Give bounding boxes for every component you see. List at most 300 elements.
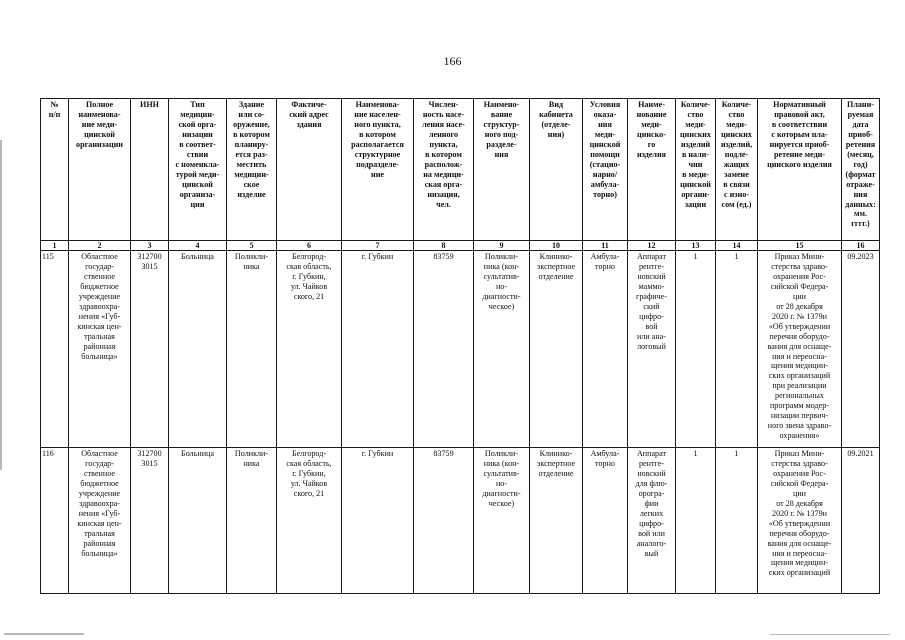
cell-text-line: 1 [693, 449, 698, 458]
cell-text-line: торно) [593, 189, 617, 199]
table-cell [342, 251, 414, 448]
cell-text-line: вания для оснаще- [767, 341, 832, 351]
cell-text-line: ния [853, 189, 868, 199]
table-cell [41, 251, 69, 448]
cell-text-line: пункта, [429, 139, 458, 149]
table-cell [716, 448, 758, 594]
equipment-table [40, 98, 880, 594]
cell-text-line: 1 [693, 252, 698, 261]
cell-text-line: гггг.) [851, 219, 870, 229]
cell-text-line: 116 [42, 449, 54, 458]
cell-text-line: изделия [636, 149, 667, 159]
cell-text-line: в котором [233, 129, 270, 139]
column-header [227, 99, 277, 241]
cell-text-line: 83759 [433, 252, 454, 261]
cell-text-line: ния) [547, 129, 565, 139]
column-number: 8 [414, 241, 474, 251]
table-cell [758, 448, 842, 594]
cell-text-line: в меди- [682, 169, 709, 179]
column-number: 5 [227, 241, 277, 251]
cell-text-line: с изно- [724, 189, 749, 199]
cell-text-line: низации [182, 129, 213, 139]
cell-text-line: Клинико- [539, 252, 573, 261]
cell-text-line: «Об утверждении [768, 321, 831, 331]
scan-edge-mark [4, 633, 84, 635]
cell-text-line: подле- [724, 149, 749, 159]
cell-text-line: цинских [680, 129, 711, 139]
column-header [41, 99, 69, 241]
cell-text-line: Аппарат [636, 252, 667, 261]
cell-text-line: изделий, [720, 139, 753, 149]
cell-text-line: щения медицин- [771, 558, 828, 568]
table-cell [676, 251, 716, 448]
cell-text-line: планиру- [234, 139, 269, 149]
cell-text-line: замене [724, 169, 749, 179]
cell-text-line: или со- [238, 109, 265, 119]
cell-text-line: в котором [359, 129, 396, 139]
cell-text-line: аналого- [636, 538, 667, 548]
cell-text-line: ского, 21 [293, 488, 325, 498]
column-number: 10 [530, 241, 583, 251]
cell-text-line: нируется приоб- [769, 139, 830, 149]
table-cell [583, 448, 628, 594]
cell-text-line: вой [645, 321, 658, 331]
cell-text-line: ние [371, 169, 384, 179]
column-header [169, 99, 227, 241]
cell-text-line: ретение меди- [773, 149, 826, 159]
cell-text-line: г. Губкин, [292, 271, 326, 281]
table-cell [131, 251, 169, 448]
cell-text-line: Белгород- [291, 449, 327, 458]
cell-text-line: Амбула- [590, 449, 620, 458]
cell-text-line: ствии [186, 149, 209, 159]
cell-text-line: правовой акт, [774, 109, 825, 119]
column-number: 15 [758, 241, 842, 251]
cell-text-line: организации [76, 139, 123, 149]
cell-text-line: ления насе- [422, 119, 465, 129]
cell-text-line: здравоохра- [79, 301, 120, 311]
cell-text-line: ство [687, 109, 704, 119]
cell-text-line: фии [644, 498, 659, 508]
cell-text-line: ской орга- [178, 119, 217, 129]
cell-text-line: подразделе- [356, 159, 399, 169]
column-number: 12 [628, 241, 676, 251]
cell-text-line: сийской Федера- [770, 281, 829, 291]
table-cell [676, 448, 716, 594]
cell-text-line: сультатив- [483, 468, 520, 478]
cell-text-line: экспертное [536, 261, 576, 271]
column-header [583, 99, 628, 241]
cell-text-line: сом (ед.) [721, 199, 752, 209]
cell-text-line: органи- [681, 189, 710, 199]
cell-text-line: ский адрес [289, 109, 329, 119]
cell-text-line: или ана- [637, 331, 666, 341]
cell-text-line: ское [243, 179, 260, 189]
cell-text-line: ческое) [488, 301, 515, 311]
cell-text-line: «Об утверждении [768, 518, 831, 528]
cell-text-line: цинской [84, 129, 115, 139]
cell-text-line: 83759 [433, 449, 454, 458]
cell-text-line: дата [852, 119, 869, 129]
cell-text-line: ния и переосна- [772, 351, 827, 361]
table-cell [131, 448, 169, 594]
cell-text-line: разделе- [486, 139, 517, 149]
cell-text-line: рентге- [638, 261, 664, 271]
cell-text-line: зации [684, 199, 707, 209]
cell-text-line: районная [83, 341, 116, 351]
cell-text-line: бюджетное [80, 281, 119, 291]
cell-text-line: больница» [81, 548, 118, 558]
cell-text-line: (месяц, [847, 149, 874, 159]
cell-text-line: больница» [81, 351, 118, 361]
cell-text-line: чии [688, 159, 703, 169]
column-header [758, 99, 842, 241]
cell-text-line: 1 [734, 252, 739, 261]
cell-text-line: ственное [84, 468, 115, 478]
cell-text-line: низации первич- [770, 411, 829, 421]
cell-text-line: ния [494, 149, 509, 159]
table-cell [474, 448, 530, 594]
cell-text-line: охранения Рос- [773, 271, 826, 281]
column-number-row [41, 241, 880, 251]
cell-text-line: меди- [594, 129, 616, 139]
cell-text-line: Здание [238, 100, 265, 109]
cell-text-line: торно [595, 261, 615, 271]
cell-text-line: го [647, 139, 656, 149]
cell-text-line: г. Губкин [361, 252, 394, 261]
cell-text-line: Тип [190, 100, 205, 109]
cell-text-line: районная [83, 538, 116, 548]
column-header [342, 99, 414, 241]
cell-text-line: Приказ Мини- [774, 252, 825, 261]
cell-text-line: нения «Губ- [78, 311, 121, 321]
table-cell [583, 251, 628, 448]
cell-text-line: Поликли- [484, 252, 519, 261]
table-cell [69, 251, 131, 448]
cell-text-line: Поликли- [484, 449, 519, 458]
column-number: 7 [342, 241, 414, 251]
cell-text-line: Амбула- [590, 252, 620, 261]
cell-text-line: при реализации [772, 381, 827, 391]
cell-text-line: 09.2021 [847, 449, 874, 458]
cell-text-line: ется раз- [235, 149, 268, 159]
table-cell [169, 251, 227, 448]
cell-text-line: Наиме- [638, 100, 665, 109]
cell-text-line: Аппарат [636, 449, 667, 458]
cell-text-line: Белгород- [291, 252, 327, 261]
cell-text-line: цифро- [639, 518, 664, 528]
cell-text-line: с номенкла- [175, 159, 220, 169]
cell-text-line: Наимено- [483, 100, 520, 109]
cell-text-line: перечня оборудо- [769, 528, 830, 538]
cell-text-line: 1 [734, 449, 739, 458]
column-header [69, 99, 131, 241]
cell-text-line: сультатив- [483, 271, 520, 281]
cell-text-line: графиче- [636, 291, 667, 301]
cell-text-line: но- [495, 281, 508, 291]
cell-text-line: Плани- [847, 100, 874, 109]
cell-text-line: ния и переосна- [772, 548, 827, 558]
cell-text-line: ника (кон- [483, 458, 520, 468]
table-row [41, 448, 880, 594]
cell-text-line: программ модер- [769, 401, 830, 411]
cell-text-line: изделий [680, 139, 711, 149]
cell-text-line: ул. Чайков [290, 478, 328, 488]
cell-text-line: цинской [680, 179, 711, 189]
column-header [716, 99, 758, 241]
table-cell [628, 251, 676, 448]
cell-text-line: Больница [181, 252, 214, 261]
column-number: 4 [169, 241, 227, 251]
table-cell [227, 251, 277, 448]
cell-text-line: 09.2023 [847, 252, 874, 261]
cell-text-line: в соответ- [179, 139, 216, 149]
cell-text-line: ность насе- [422, 109, 465, 119]
cell-text-line: 3015 [141, 458, 158, 468]
cell-text-line: меди- [685, 119, 706, 129]
table-cell [530, 251, 583, 448]
cell-text-line: кинская цен- [77, 321, 122, 331]
cell-text-line: отделение [538, 271, 574, 281]
column-header [414, 99, 474, 241]
cell-text-line: ния [598, 119, 612, 129]
cell-text-line: п/п [48, 109, 61, 119]
column-header [530, 99, 583, 241]
cell-text-line: ская область, [286, 458, 332, 468]
cell-text-line: меди- [641, 119, 662, 129]
cell-text-line: ретения [845, 139, 876, 149]
cell-text-line: охранения» [779, 431, 820, 441]
cell-text-line: Наименова- [355, 100, 400, 109]
cell-text-line: ного пункта, [354, 119, 401, 129]
cell-text-line: цинской [589, 139, 621, 149]
cell-text-line: руемая [847, 109, 874, 119]
column-header [842, 99, 880, 241]
cell-text-line: ственное [84, 271, 115, 281]
cell-text-line: мм. [853, 209, 868, 219]
cell-text-line: 312700 [137, 252, 162, 261]
cell-text-line: ции [793, 488, 806, 498]
cell-text-line: ции [793, 291, 806, 301]
cell-text-line: г. Губкин, [292, 468, 326, 478]
cell-text-line: располож- [424, 159, 463, 169]
table-row [41, 251, 880, 448]
cell-text-line: рентге- [638, 458, 664, 468]
cell-text-line: ние меди- [81, 119, 118, 129]
cell-text-line: на медици- [423, 169, 464, 179]
cell-text-line: ции [190, 199, 205, 209]
cell-text-line: цинско- [637, 129, 666, 139]
cell-text-line: ская орга- [424, 179, 463, 189]
cell-text-line: отделение [538, 468, 574, 478]
cell-text-line: Областное [81, 449, 118, 458]
table-cell [716, 251, 758, 448]
cell-text-line: ских организаций [768, 568, 831, 578]
column-header [131, 99, 169, 241]
table-cell [41, 448, 69, 594]
table-cell [277, 448, 342, 594]
cell-text-line: ного под- [484, 129, 519, 139]
cell-text-line: Фактиче- [291, 100, 327, 109]
cell-text-line: здравоохра- [79, 498, 120, 508]
cell-text-line: Клинико- [539, 449, 573, 458]
table-cell [842, 251, 880, 448]
table-cell [758, 251, 842, 448]
cell-text-line: Числен- [428, 100, 459, 109]
table-cell [628, 448, 676, 594]
cell-text-line: организа- [179, 189, 216, 199]
cell-text-line: 2020 г. № 1379н [772, 311, 827, 321]
cell-text-line: новский [637, 271, 666, 281]
cell-text-line: диагности- [482, 488, 521, 498]
cell-text-line: легких [639, 508, 664, 518]
column-number: 1 [41, 241, 69, 251]
cell-text-line: 2020 г. № 1379н [772, 508, 827, 518]
cell-text-line: цинских [721, 129, 752, 139]
table-cell [474, 251, 530, 448]
cell-text-line: наименова- [78, 109, 121, 119]
cell-text-line: кинская цен- [77, 518, 122, 528]
cell-text-line: вой или [638, 528, 665, 538]
cell-text-line: цинского изделия [767, 159, 832, 169]
cell-text-line: Количе- [721, 100, 752, 109]
cell-text-line: ская область, [286, 261, 332, 271]
table-cell [169, 448, 227, 594]
cell-text-line: ул. Чайков [290, 281, 328, 291]
cell-text-line: в соответствии [771, 119, 828, 129]
cell-text-line: ника [243, 458, 260, 468]
column-header [628, 99, 676, 241]
cell-text-line: Поликли- [234, 252, 269, 261]
cell-text-line: данных: [845, 199, 876, 209]
cell-text-line: 3015 [141, 261, 158, 271]
cell-text-line: местить [236, 159, 267, 169]
cell-text-line: стерства здраво- [771, 261, 828, 271]
cell-text-line: в котором [425, 149, 462, 159]
column-number: 6 [277, 241, 342, 251]
cell-text-line: (формат [845, 169, 876, 179]
cell-text-line: бюджетное [80, 478, 119, 488]
cell-text-line: перечня оборудо- [769, 331, 830, 341]
cell-text-line: нарно/ [592, 169, 618, 179]
cell-text-line: в нали- [681, 149, 710, 159]
cell-text-line: ческое) [488, 498, 515, 508]
cell-text-line: приоб- [848, 129, 873, 139]
table-cell [842, 448, 880, 594]
cell-text-line: сийской Федера- [770, 478, 829, 488]
cell-text-line: низация, [427, 189, 460, 199]
cell-text-line: щения медицин- [771, 361, 828, 371]
cell-text-line: ника (кон- [483, 261, 520, 271]
cell-text-line: региональных [775, 391, 824, 401]
cell-text-line: ство [728, 109, 745, 119]
cell-text-line: турой меди- [175, 169, 220, 179]
cell-text-line: ИНН [140, 100, 159, 109]
table-header-row [41, 99, 880, 241]
cell-text-line: структур- [483, 119, 520, 129]
cell-text-line: нование [636, 109, 667, 119]
cell-text-line: оружение, [233, 119, 270, 129]
cell-text-line: помощи [590, 149, 620, 159]
cell-text-line: но- [495, 478, 508, 488]
cell-text-line: маммо- [638, 281, 665, 291]
cell-text-line: вание [490, 109, 513, 119]
cell-text-line: государ- [85, 458, 114, 468]
cell-text-line: ного звена здраво- [767, 421, 832, 431]
cell-text-line: для флю- [635, 478, 668, 488]
column-number: 14 [716, 241, 758, 251]
column-number: 3 [131, 241, 169, 251]
table-cell [227, 448, 277, 594]
column-header [676, 99, 716, 241]
cell-text-line: Вид [548, 100, 564, 109]
cell-text-line: диагности- [482, 291, 521, 301]
cell-text-line: охранения Рос- [773, 468, 826, 478]
column-number: 16 [842, 241, 880, 251]
cell-text-line: учреждение [78, 291, 121, 301]
cell-text-line: цифро- [639, 311, 664, 321]
cell-text-line: Условия [589, 100, 621, 109]
column-number: 2 [69, 241, 131, 251]
cell-text-line: Поликли- [234, 449, 269, 458]
cell-text-line: вый [644, 548, 659, 558]
cell-text-line: год) [853, 159, 868, 169]
scan-edge-mark [0, 140, 2, 470]
table-cell [277, 251, 342, 448]
cell-text-line: Приказ Мини- [774, 449, 825, 458]
cell-text-line: цинской [182, 179, 213, 189]
column-number: 13 [676, 241, 716, 251]
cell-text-line: чел. [436, 199, 451, 209]
cell-text-line: (стацио- [589, 159, 621, 169]
cell-text-line: медицин- [180, 109, 215, 119]
cell-text-line: отраже- [846, 179, 875, 189]
cell-text-line: амбула- [590, 179, 620, 189]
cell-text-line: Нормативный [773, 100, 826, 109]
cell-text-line: ленного [428, 129, 459, 139]
table-cell [69, 448, 131, 594]
cell-text-line: государ- [85, 261, 114, 271]
table-cell [414, 448, 474, 594]
cell-text-line: кабинета [539, 109, 573, 119]
cell-text-line: здания [296, 119, 322, 129]
page-number: 166 [443, 54, 462, 68]
cell-text-line: нения «Губ- [78, 508, 121, 518]
cell-text-line: экспертное [536, 458, 576, 468]
column-header [277, 99, 342, 241]
cell-text-line: структурное [354, 149, 401, 159]
cell-text-line: г. Губкин [361, 449, 394, 458]
cell-text-line: в связи [723, 179, 750, 189]
cell-text-line: с которым пла- [771, 129, 828, 139]
cell-text-line: от 28 декабря [776, 498, 823, 508]
cell-text-line: новский [637, 468, 666, 478]
cell-text-line: ских организаций [768, 371, 831, 381]
cell-text-line: от 28 декабря [776, 301, 823, 311]
cell-text-line: оказа- [593, 109, 617, 119]
cell-text-line: (отделе- [541, 119, 571, 129]
column-number: 9 [474, 241, 530, 251]
cell-text-line: ние населен- [354, 109, 401, 119]
cell-text-line: Количе- [680, 100, 711, 109]
cell-text-line: медицин- [234, 169, 269, 179]
cell-text-line: Полное [85, 100, 114, 109]
cell-text-line: учреждение [78, 488, 121, 498]
cell-text-line: № [50, 100, 59, 109]
cell-text-line: торно [595, 458, 615, 468]
cell-text-line: 115 [42, 252, 54, 261]
cell-text-line: тральная [84, 528, 115, 538]
